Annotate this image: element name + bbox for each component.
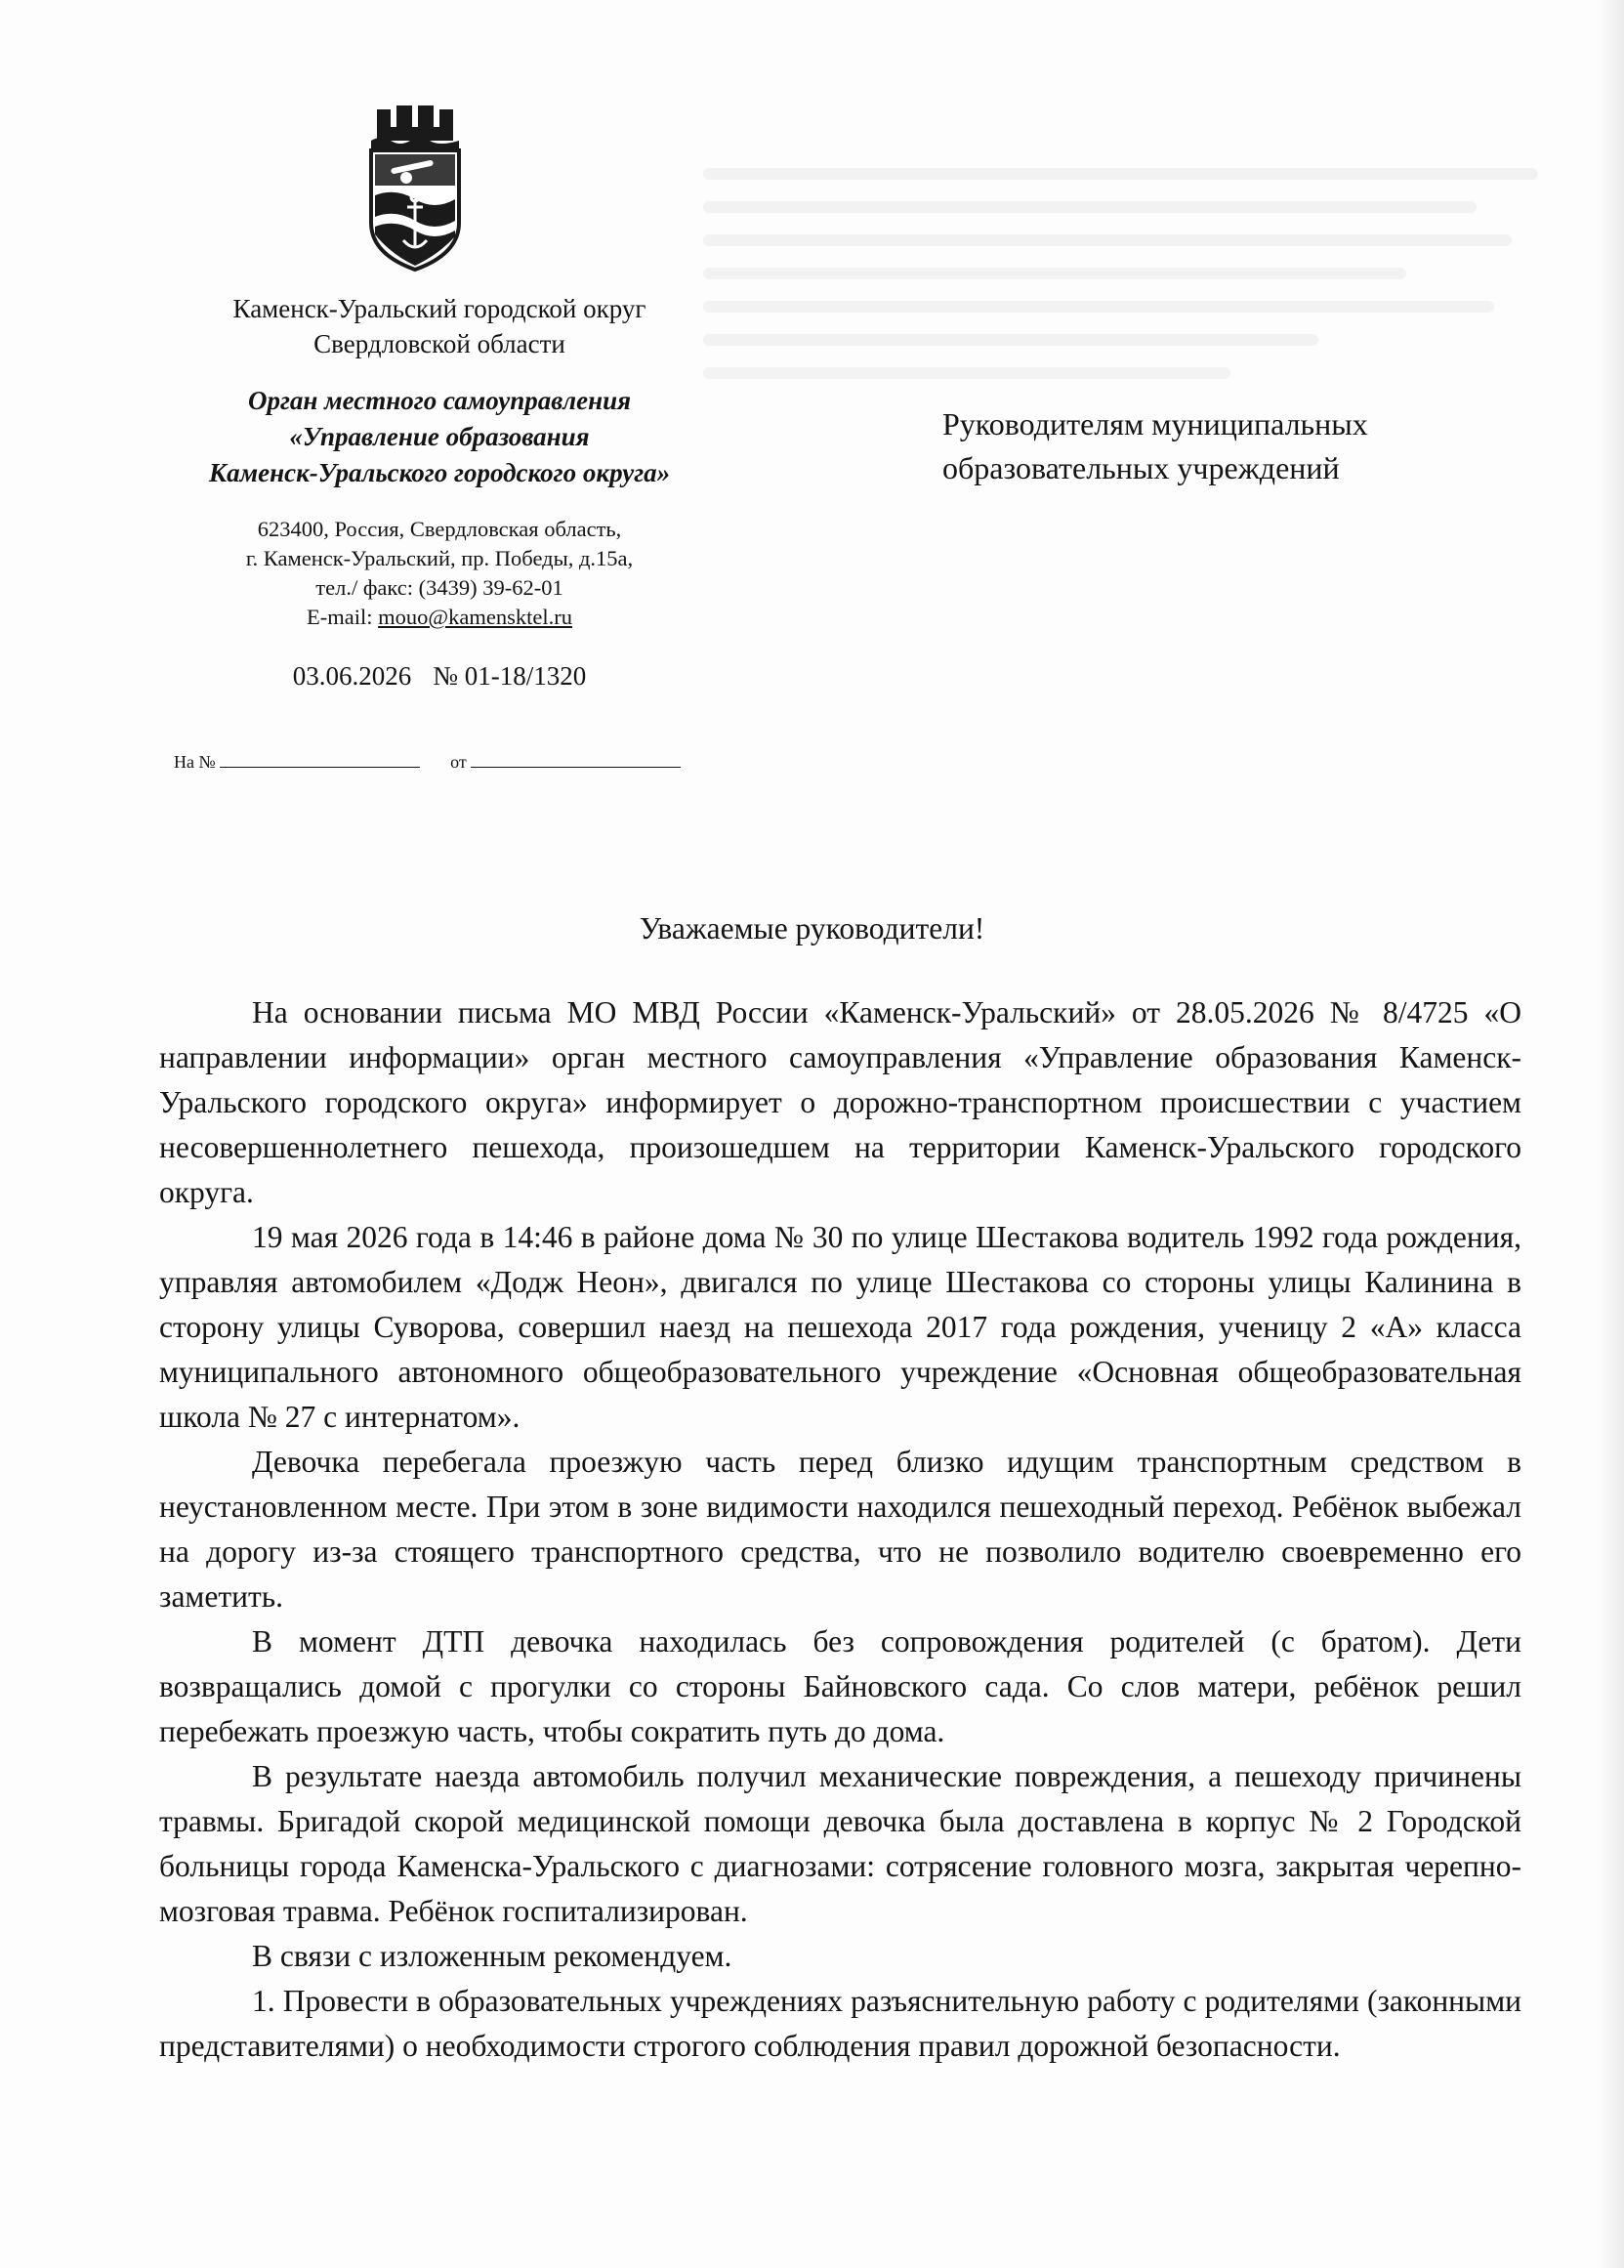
salutation: Уважаемые руководители! bbox=[639, 911, 985, 945]
body-paragraph: В результате наезда автомобиль получил механические повреждения, а пешеходу причинены травмы. Бригадой скорой медицинской помощи девочка была доставлена в корпус № 2 Городской больницы города Каменска-Уральского с диагнозами: сотрясение головного мозга, закрытая черепно-мозговая травма. Ребёнок госпитализирован. bbox=[159, 1759, 1521, 1928]
body-paragraph: В момент ДТП девочка находилась без сопровождения родителей (с братом). Дети возвращались домой с прогулки со стороны Байновского сада. Со слов матери, ребёнок решил перебежать проезжую часть, чтобы сократить путь до дома. bbox=[159, 1624, 1521, 1748]
recommendation-item: 1. Провести в образовательных учреждениях разъяснительную работу с родителями (законными представителями) о необходимости строгого соблюдения правил дорожной безопасности. bbox=[159, 1984, 1521, 2063]
city-coat-of-arms-icon bbox=[361, 105, 469, 276]
addressee-line-1: Руководителям муниципальных bbox=[942, 406, 1368, 441]
addressee-block bbox=[942, 402, 1528, 490]
reference-line bbox=[174, 750, 681, 774]
email-link[interactable]: mouo@kamensktel.ru bbox=[378, 605, 572, 629]
email-label: E-mail: bbox=[307, 605, 379, 629]
organization-name-line-1: Орган местного самоуправления bbox=[247, 386, 632, 415]
reference-number-label: На № bbox=[174, 752, 216, 772]
registration-line bbox=[137, 658, 742, 693]
addressee-line-2: образовательных учреждений bbox=[942, 450, 1340, 485]
reference-number-blank bbox=[220, 751, 420, 768]
reference-date-label: от bbox=[450, 752, 467, 772]
sender-block bbox=[137, 291, 742, 693]
body-paragraph: Девочка перебегала проезжую часть перед близко идущим транспортным средством в неустановленном месте. При этом в зоне видимости находился пешеходный переход. Ребёнок выбежал на дорогу из-за стоящего транспортного средства, что не позволило водителю своевременно его заметить. bbox=[159, 1445, 1521, 1614]
letter-body bbox=[159, 990, 1521, 2069]
body-paragraph: 19 мая 2026 года в 14:46 в районе дома № 30 по улице Шестакова водитель 1992 года рождения, управляя автомобилем «Додж Неон», двигался по улице Шестакова со стороны улицы Калинина в сторону улицы Суворова, совершил наезд на пешехода 2017 года рождения, ученицу 2 «А» класса муниципального автономного общеобразовательного учреждение «Основная общеобразовательная школа № 27 с интернатом». bbox=[159, 1220, 1521, 1434]
bleed-through-shadow bbox=[703, 147, 1582, 557]
address-line-1: 623400, Россия, Свердловская область, bbox=[257, 517, 622, 541]
address-block bbox=[137, 515, 742, 632]
phone-fax: тел./ факс: (3439) 39-62-01 bbox=[315, 575, 563, 600]
organization-name-line-3: Каменск-Уральского городского округа» bbox=[208, 458, 671, 487]
reference-date-blank bbox=[471, 751, 681, 768]
email-line bbox=[137, 603, 742, 632]
scan-edge-shadow bbox=[1599, 0, 1624, 2268]
address-line-2: г. Каменск-Уральский, пр. Победы, д.15а, bbox=[245, 546, 634, 570]
organization-name bbox=[137, 383, 742, 491]
letter-number: № 01-18/1320 bbox=[433, 661, 587, 691]
body-paragraph: На основании письма МО МВД России «Каменск-Уральский» от 28.05.2026 № 8/4725 «О направлении информации» орган местного самоуправления «Управление образования Каменск-Уральского городского округа» информирует о дорожно-транспортном происшествии с участием несовершеннолетнего пешехода, произошедшем на территории Каменск-Уральского городского округа. bbox=[159, 995, 1521, 1209]
district-line-2: Свердловской области bbox=[313, 329, 565, 358]
organization-name-line-2: «Управление образования bbox=[289, 422, 590, 451]
body-paragraph: В связи с изложенным рекомендуем. bbox=[252, 1939, 732, 1973]
letter-date: 03.06.2026 bbox=[292, 661, 412, 691]
district-line-1: Каменск-Уральский городской округ bbox=[232, 294, 646, 323]
